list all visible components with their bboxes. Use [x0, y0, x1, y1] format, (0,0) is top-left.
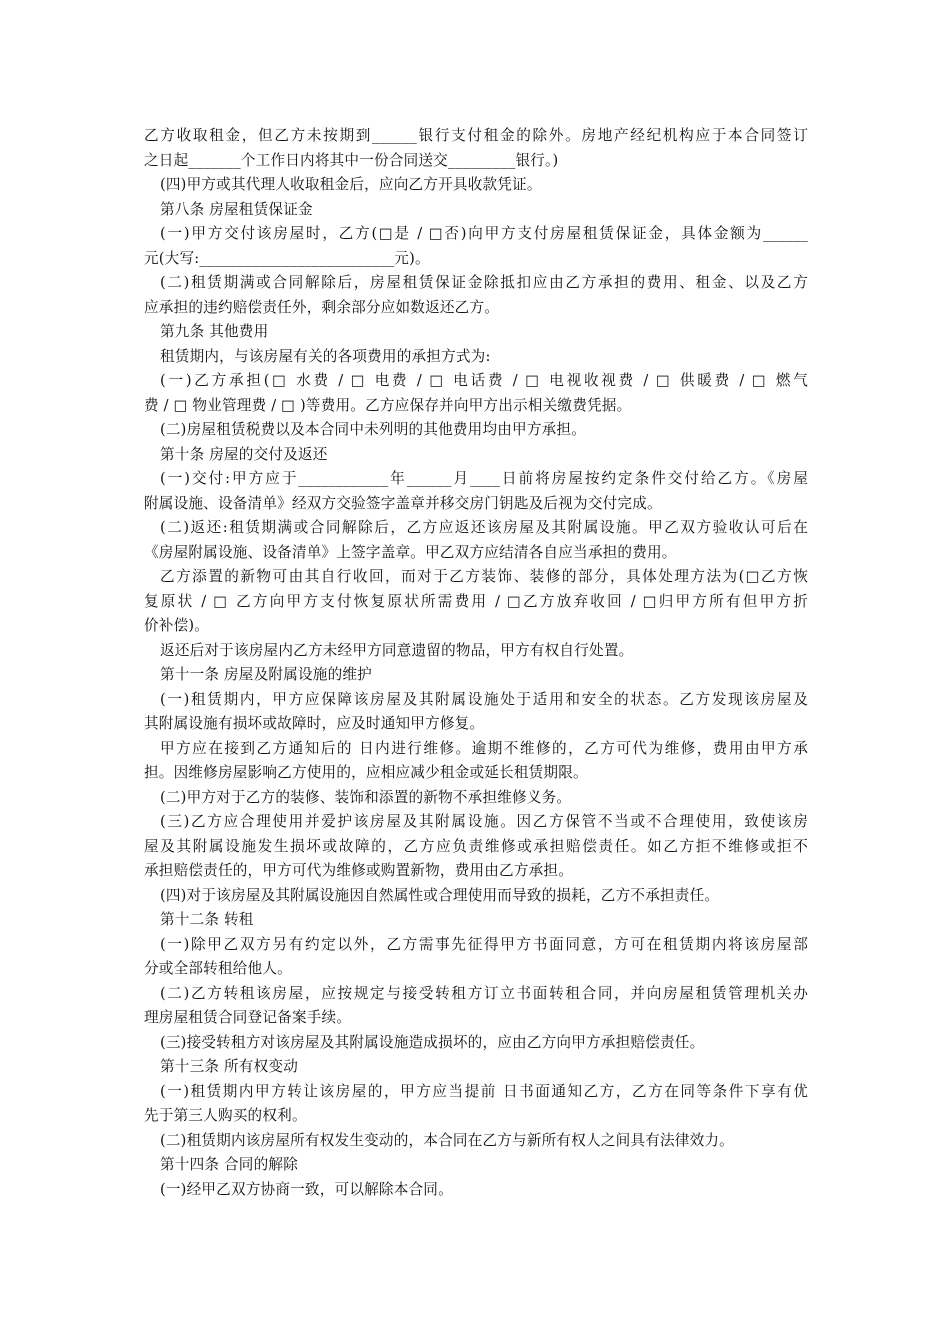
text-line: (四)甲方或其代理人收取租金后，应向乙方开具收款凭证。 [160, 176, 542, 193]
text-line: 承担赔偿责任的，甲方可代为维修或购置新物，费用由乙方承担。 [144, 862, 574, 879]
text-line: 第八条 房屋租赁保证金 [160, 200, 313, 218]
text-line: (一)除甲乙双方另有约定以外，乙方需事先征得甲方书面同意，方可在租赁期内将该房屋部 [160, 935, 808, 953]
text-line: 理房屋租赁合同登记备案手续。 [144, 1009, 352, 1026]
text-line: (二)乙方转租该房屋，应按规定与接受转租方订立书面转租合同，并向房屋租赁管理机关办 [160, 984, 808, 1002]
text-line: 元(大写:__________________________元)。 [144, 249, 430, 267]
document-page [144, 124, 808, 1202]
text-line: (一)租赁期内甲方转让该房屋的，甲方应当提前 日书面通知乙方，乙方在同等条件下享有优 [160, 1082, 808, 1100]
text-line: 《房屋附属设施、设备清单》上签字盖章。甲乙双方应结清各自应当承担的费用。 [144, 543, 677, 561]
text-line: 乙方收取租金，但乙方未按期到______银行支付租金的除外。房地产经纪机构应于本合同签订 [144, 127, 808, 144]
text-line: 第十一条 房屋及附属设施的维护 [160, 666, 372, 683]
text-line: (一)交付:甲方应于____________年______月____日前将房屋按约定条件交付给乙方。《房屋 [160, 470, 808, 487]
text-line: 第十四条 合同的解除 [160, 1156, 298, 1173]
text-line: 附属设施、设备清单》经双方交验签字盖章并移交房门钥匙及后视为交付完成。 [144, 494, 662, 512]
text-line: (三)乙方应合理使用并爱护该房屋及其附属设施。因乙方保管不当或不合理使用，致使该房 [160, 813, 808, 830]
text-line: (一)乙方承担(□ 水费 / □ 电费 / □ 电话费 / □ 电视收视费 / □ 供暖费 / □ 燃气 [160, 372, 808, 389]
text-line: 返还后对于该房屋内乙方未经甲方同意遗留的物品，甲方有权自行处置。 [160, 641, 634, 659]
text-line: 应承担的违约赔偿责任外，剩余部分应如数返还乙方。 [144, 298, 500, 316]
text-line: 复原状 / □ 乙方向甲方支付恢复原状所需费用 / □乙方放弃收回 / □归甲方所有但甲方折 [144, 592, 808, 610]
text-line: 第九条 其他费用 [160, 323, 269, 340]
text-line: 屋及其附属设施发生损坏或故障的，乙方应负责维修或承担赔偿责任。如乙方拒不维修或拒不 [144, 837, 808, 855]
text-line: 费 / □ 物业管理费 / □ )等费用。乙方应保存并向甲方出示相关缴费凭据。 [144, 396, 632, 414]
text-line: 第十二条 转租 [160, 911, 254, 928]
text-line: 第十条 房屋的交付及返还 [160, 445, 328, 463]
text-line: (二)房屋租赁税费以及本合同中未列明的其他费用均由甲方承担。 [160, 421, 587, 438]
text-line: 第十三条 所有权变动 [160, 1058, 298, 1075]
text-line: 先于第三人购买的权利。 [144, 1107, 307, 1124]
text-line: 分或全部转租给他人。 [144, 960, 292, 977]
text-line: 担。因维修房屋影响乙方使用的，应相应减少租金或延长租赁期限。 [144, 764, 588, 781]
text-line: (二)返还:租赁期满或合同解除后，乙方应返还该房屋及其附属设施。甲乙双方验收认可后在 [160, 519, 808, 536]
text-line: (一)甲方交付该房屋时，乙方(□是 / □否)向甲方支付房屋租赁保证金，具体金额为______ [160, 225, 808, 242]
text-line: 乙方添置的新物可由其自行收回，而对于乙方装饰、装修的部分，具体处理方法为(□乙方恢 [160, 568, 808, 585]
text-line: (二)租赁期满或合同解除后，房屋租赁保证金除抵扣应由乙方承担的费用、租金、以及乙方 [160, 274, 808, 291]
text-line: (二)租赁期内该房屋所有权发生变动的，本合同在乙方与新所有权人之间具有法律效力。 [160, 1131, 734, 1149]
text-line: (一)经甲乙双方协商一致，可以解除本合同。 [160, 1180, 453, 1198]
text-line: 价补偿)。 [144, 617, 210, 634]
text-line: (二)甲方对于乙方的装修、装饰和添置的新物不承担维修义务。 [160, 788, 572, 806]
text-line: 租赁期内，与该房屋有关的各项费用的承担方式为: [160, 347, 491, 365]
text-line: (一)租赁期内，甲方应保障该房屋及其附属设施处于适用和安全的状态。乙方发现该房屋及 [160, 690, 808, 708]
text-line: (四)对于该房屋及其附属设施因自然属性或合理使用而导致的损耗，乙方不承担责任。 [160, 886, 720, 904]
text-line: 之日起_______个工作日内将其中一份合同送交_________银行。) [144, 151, 559, 169]
text-line: 甲方应在接到乙方通知后的 日内进行维修。逾期不维修的，乙方可代为维修，费用由甲方承 [160, 739, 808, 757]
text-line: (三)接受转租方对该房屋及其附属设施造成损坏的，应由乙方向甲方承担赔偿责任。 [160, 1033, 705, 1051]
text-line: 其附属设施有损坏或故障时，应及时通知甲方修复。 [144, 715, 485, 732]
